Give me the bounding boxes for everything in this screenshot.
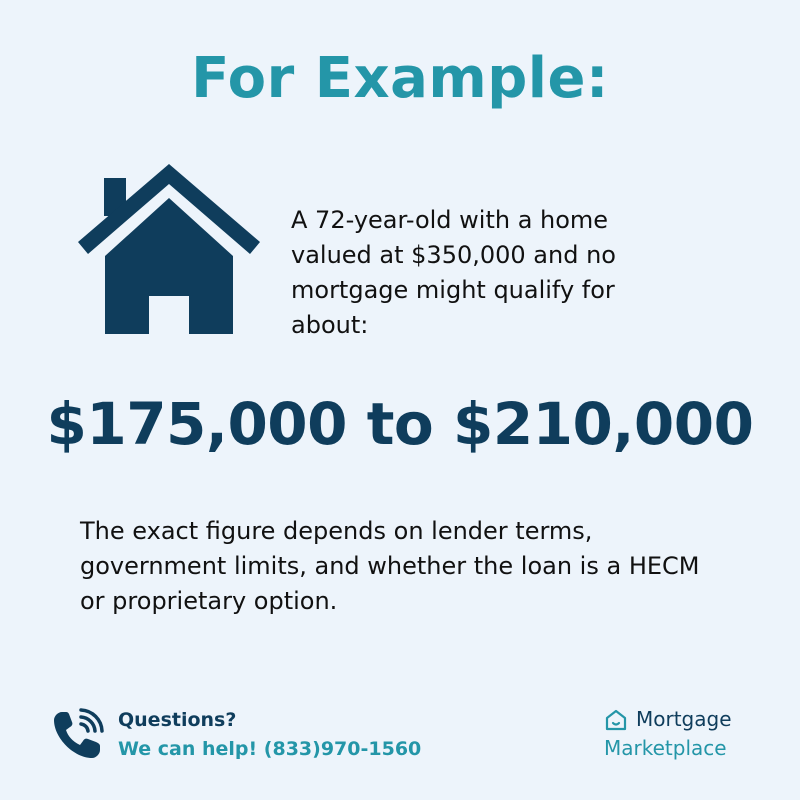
questions-label: Questions?	[118, 709, 237, 731]
brand-name-line1: Mortgage	[636, 707, 732, 731]
example-description: A 72-year-old with a home valued at $350,000 and no mortgage might qualify for about:	[291, 206, 616, 339]
house-outline-icon	[604, 708, 628, 732]
brand-logo	[604, 705, 732, 763]
house-icon	[78, 164, 260, 338]
qualify-amount: $175,000 to $210,000	[46, 390, 754, 458]
phone-number[interactable]: We can help! (833)970-1560	[118, 738, 422, 760]
page-title: For Example:	[191, 46, 609, 111]
brand-name-line2: Marketplace	[604, 736, 727, 760]
phone-icon	[52, 708, 104, 760]
detail-text: The exact figure depends on lender terms, government limits, and whether the loan is a HECM or proprietary option.	[80, 517, 700, 615]
contact-block	[118, 706, 421, 764]
